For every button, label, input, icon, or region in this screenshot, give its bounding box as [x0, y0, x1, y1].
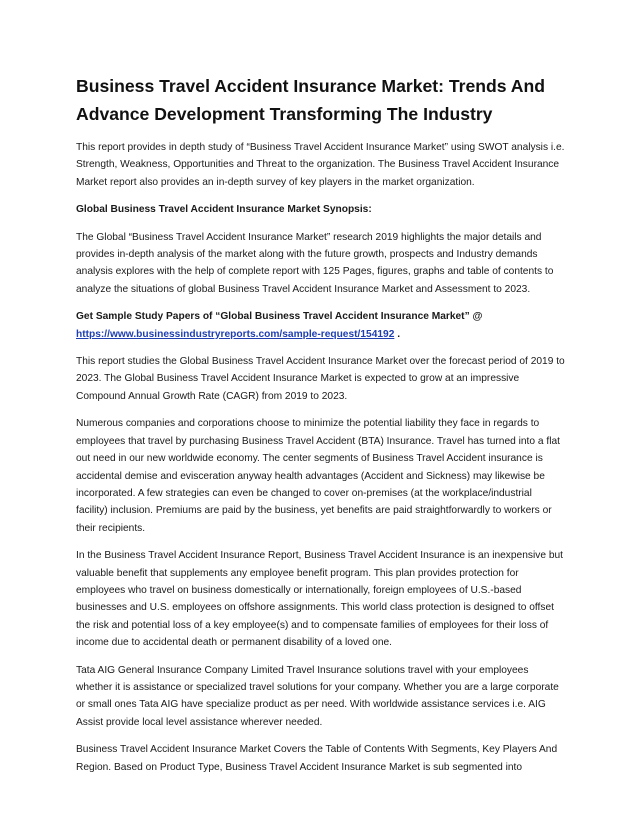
synopsis-paragraph: The Global “Business Travel Accident Insurance Market” research 2019 highlights the major details and provides in-depth analysis of the market along with the future growth, prospects and Industry demands analysis explores with the help of complete report with 125 Pages, figures, graphs and table of contents to analyze the situations of global Business Travel Accident Insurance Market and Assessment to 2023.: [76, 231, 554, 295]
sample-link-suffix: .: [394, 328, 401, 340]
page-title: Business Travel Accident Insurance Market: Trends And Advance Development Transforming The Industry: [76, 76, 545, 124]
tata-paragraph: Tata AIG General Insurance Company Limited Travel Insurance solutions travel with your employees whether it is assistance or specialized travel solutions for your company. Whether you are a large corporate or small ones Tata AIG have specialize product as per need. With worldwide assistance services i.e. AIG Assist provide local level assistance wherever needed.: [76, 664, 559, 728]
toc-paragraph: Business Travel Accident Insurance Market Covers the Table of Contents With Segments, Key Players And Region. Based on Product Type, Business Travel Accident Insurance Market is sub segmented into: [76, 744, 558, 773]
forecast-paragraph: This report studies the Global Business Travel Accident Insurance Market over the forecast period of 2019 to 2023. The Global Business Travel Accident Insurance Market is expected to grow at an impressive Compound Annual Growth Rate (CAGR) from 2019 to 2023.: [76, 356, 565, 402]
synopsis-heading: Global Business Travel Accident Insurance Market Synopsis:: [76, 204, 372, 216]
document-body: [76, 72, 566, 786]
sample-request-block: [76, 308, 566, 343]
report-paragraph: In the Business Travel Accident Insurance Report, Business Travel Accident Insurance is an inexpensive but valuable benefit that supplements any employee benefit program. This plan provides protection for employees who travel on business domestically or internationally, foreign employees of U.S.-based businesses and U.S. employees on offshore assignments. This world class protection is designed to offset the risk and potential loss of a key employee(s) and to compensate families of employees for their loss of income due to accidental death or permanent disability of a loved one.: [76, 550, 564, 649]
companies-paragraph: Numerous companies and corporations choose to minimize the potential liability they face in regards to employees that travel by purchasing Business Travel Accident (BTA) Insurance. Travel has turned into a flat out need in our new worldwide economy. The center segments of Business Travel Accident insurance is accidental demise and evisceration anyway health advantages (Accident and Sickness) may likewise be incorporated. A few strategies can even be changed to cover on-premises (at the workplace/industrial facility) inclusion. Premiums are paid by the business, yet benefits are paid straightforwardly to workers or their recipients.: [76, 418, 560, 534]
intro-paragraph: This report provides in depth study of “Business Travel Accident Insurance Market” using SWOT analysis i.e. Strength, Weakness, Opportunities and Threat to the organization. The Business Travel Accident Insurance Market report also provides an in-depth survey of key players in the market organization.: [76, 142, 565, 188]
sample-request-heading: Get Sample Study Papers of “Global Business Travel Accident Insurance Market” @: [76, 311, 483, 323]
sample-request-link[interactable]: https://www.businessindustryreports.com/sample-request/154192: [76, 328, 395, 340]
